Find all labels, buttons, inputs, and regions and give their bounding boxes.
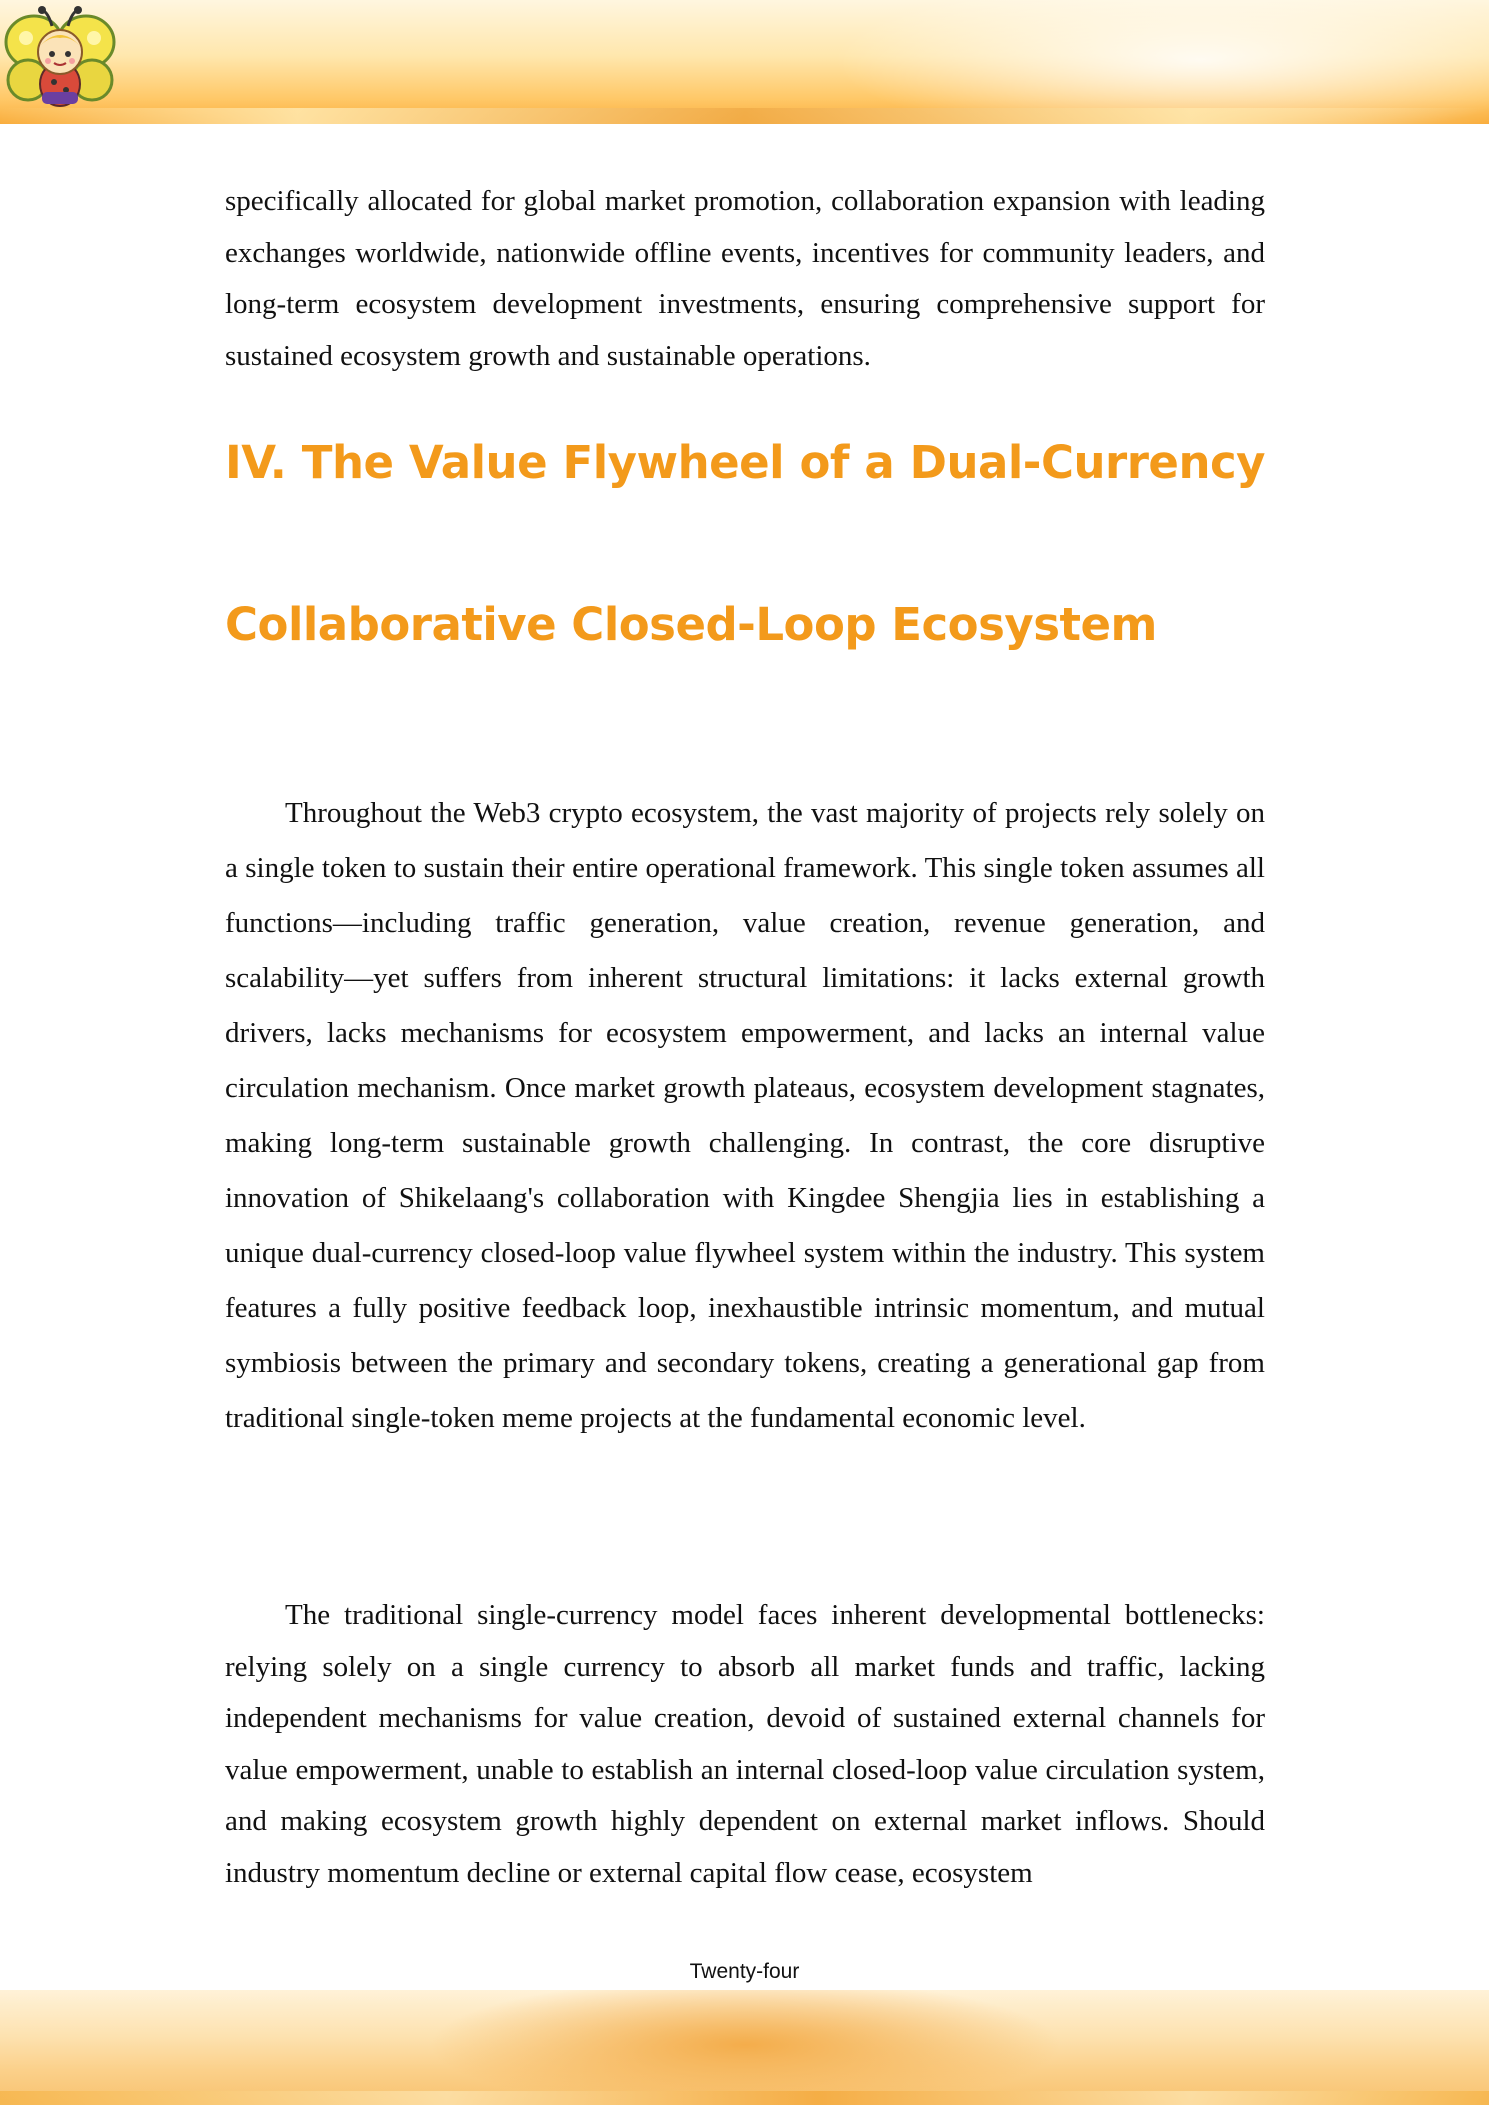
paragraph-continued: specifically allocated for global market promotion, collaboration expansion with leading exchanges worldwide, nationwide offline events, incentives for community leaders, and long-term ecosystem development investments, ensuring comprehensive support for sustained ecosystem growth and sustainable operations. [225,185,1265,372]
paragraph-single-token-limitations: Throughout the Web3 crypto ecosystem, the vast majority of projects rely solely on a single token to sustain their entire operational framework. This single token assumes all functions—including traffic generation, value creation, revenue generation, and scalability—yet suffers from inherent structural limitations: it lacks external growth drivers, lacks mechanisms for ecosystem empowerment, and lacks an internal value circulation mechanism. Once market growth plateaus, ecosystem development stagnates, making long-term sustainable growth challenging. In contrast, the core disruptive innovation of Shikelaang's collaboration with Kingdee Shengjia lies in establishing a unique dual-currency closed-loop value flywheel system within the industry. This system features a fully positive feedback loop, inexhaustible intrinsic momentum, and mutual symbiosis between the primary and secondary tokens, creating a generational gap from traditional single-token meme projects at the fundamental economic level. [225,797,1265,1434]
header-banner [0,0,1489,124]
body-text-block-1 [225,176,1265,382]
page-number: Twenty-four [689,1960,800,1983]
section-heading-line-1: IV. The Value Flywheel of a Dual-Currency [225,436,1265,489]
butterfly-mascot-icon [4,6,116,110]
paragraph-single-currency-bottlenecks: The traditional single-currency model faces inherent developmental bottlenecks: relying solely on a single currency to absorb all market funds and traffic, lacking independent mechanisms for value creation, devoid of sustained external channels for value empowerment, unable to establish an internal closed-loop value circulation system, and making ecosystem growth highly dependent on external market inflows. Should industry momentum decline or external capital flow cease, ecosystem [225,1599,1265,1889]
footer-banner [0,1990,1489,2105]
body-text-block-3 [225,1590,1265,1900]
section-heading-line-2: Collaborative Closed-Loop Ecosystem [225,598,1157,651]
body-text-block-2 [225,786,1265,1446]
